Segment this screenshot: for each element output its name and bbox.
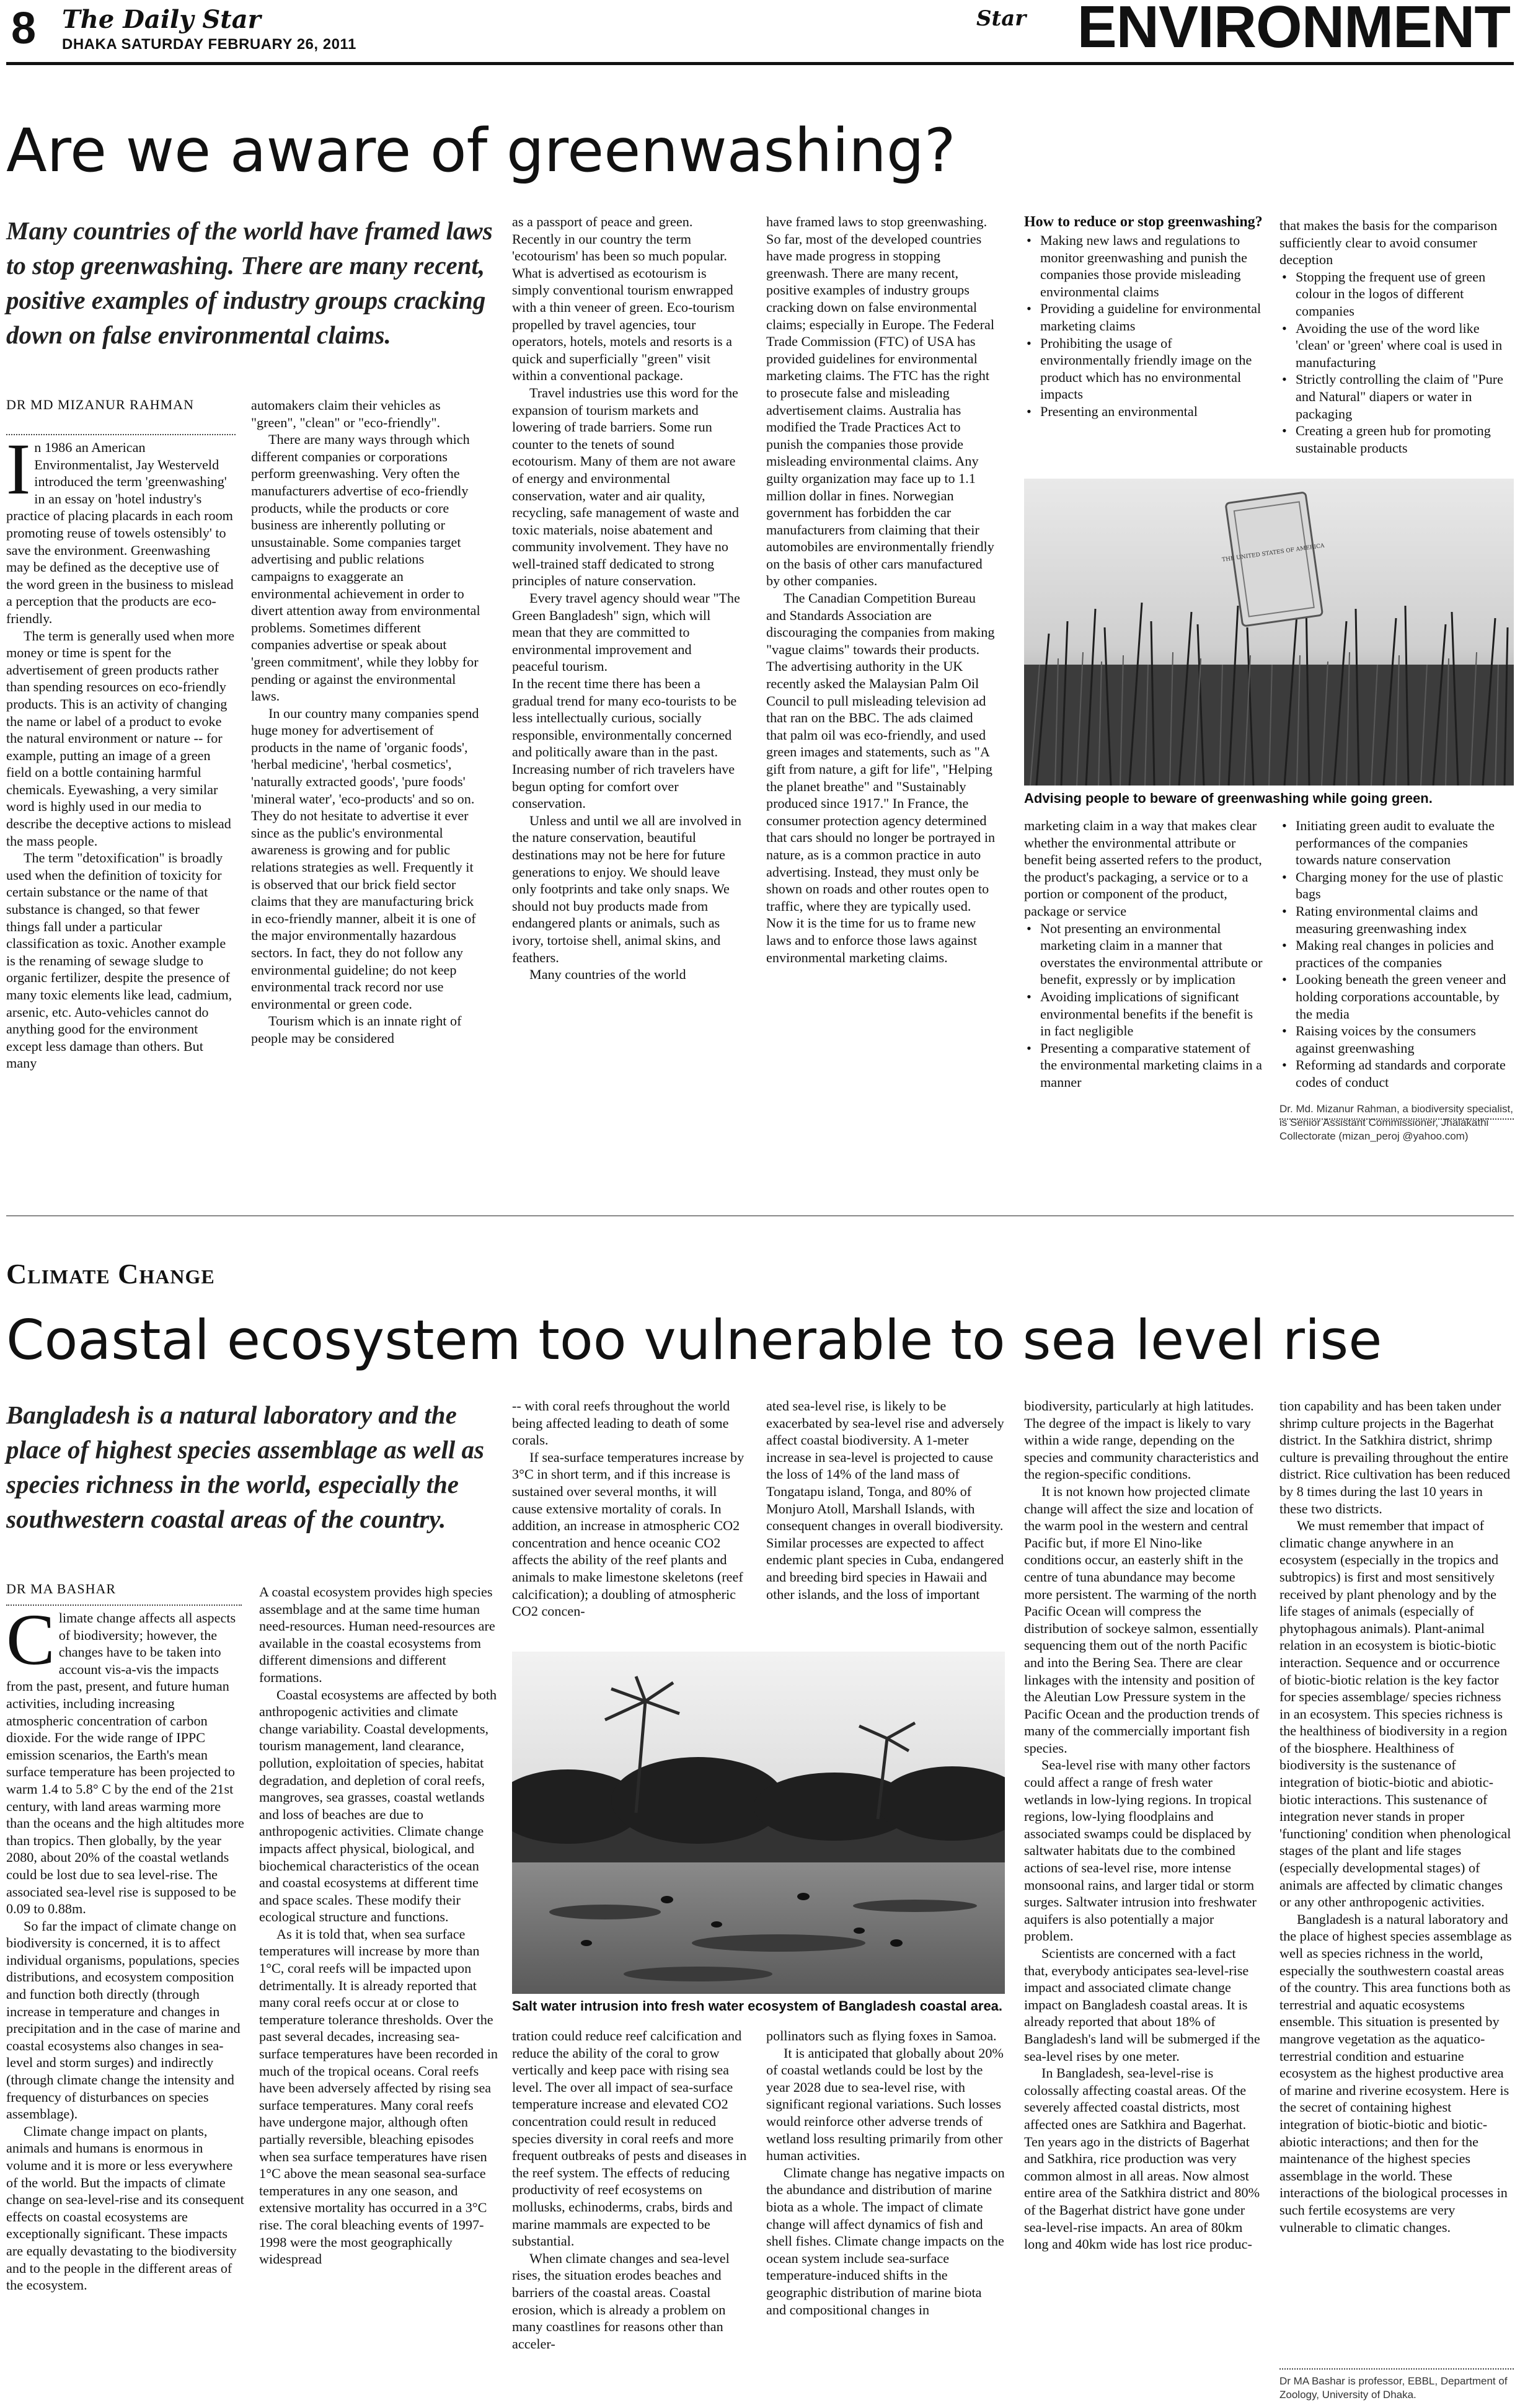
- greenwash-box-c: marketing claim in a way that makes clear whether the environmental attribute or benefit being asserted refers to the product, the product's packaging, a service or to a portion or component of the product, package or service • Not presenting an environmental marketing claim in a manner that overstates the environmental attribute or benefit, expressly or by implication • Avoiding implications of significant environmental benefits if the benefit is in fact negligible • Presenting a comparative statement of the environmental marketing claims in a manner: [1024, 817, 1263, 1091]
- article2-col6: tion capability and has been taken under shrimp culture projects in the Bagerhat district. In the Satkhira district, shrimp culture is prevailing throughout the entire district. Rice cultivation has been reduced by 8 times during the last 10 years in these two districts. We must remember that impact of climatic change anywhere in an ecosystem (especially in the tropics and subtropics) is first and most sensitively received by plant phenology and by the life stages of animals (especially of phytophagous animals). Plant-animal relation in an ecosystem is biotic-biotic interaction. Sequence and or occurrence of biotic-biotic relation is the key factor for species assemblage/ species richness in an ecosystem. This species richness is the healthiness of biodiversity in a region of the biosphere. Healthiness of biodiversity is the sustenance of integration of biotic-biotic and abiotic-biotic interactions. This sustenance of integration never stands in proper 'functioning' condition when phenological stages of the plant and life stages (especially developmental stages) of animals are affected by climatic changes or any other anthropogenic activities. Bangladesh is a natural laboratory and the place of highest species assemblage as well as species richness in the world, especially the southwestern coastal areas of the country. This area functions both as terrestrial and aquatic ecosystems ensemble. This situation is presented by mangrove vegetation as the aquatico-terrestrial condition and estuarine ecosystem as the highest productive area of marine and riverine ecosystem. Here is the secret of containing highest integration of biotic-biotic and biotic-abiotic interactions; and then for the maintenance of the highest species assemblage in the world. These interactions of the biological processes in such fertile ecosystems are very vulnerable to climatic changes.: [1279, 1398, 1512, 2235]
- page-number: 8: [11, 4, 37, 53]
- article2-col4: ated sea-level rise, is likely to be exacerbated by sea-level rise and adversely affect coastal biodiversity. A 1-meter increase in sea-level is projected to cause the loss of 14% of the land mass of Tongatapu island, Tonga, and 80% of Monjuro Atoll, Marshall Islands, with consequent changes in overall biodiversity. Similar processes are expected to affect endemic plant species in Cuba, endangered and breeding bird species in Hawaii and other islands, and the loss of important: [766, 1398, 1004, 1602]
- masthead-rule: [6, 62, 1514, 65]
- article1-author-bio: Dr. Md. Mizanur Rahman, a biodiversity specialist, is Senior Assistant Commissioner, Jhalakathi Collectorate (mizan_peroj @yahoo.com): [1279, 1102, 1513, 1142]
- article2-byline: DR MA BASHAR: [6, 1581, 117, 1596]
- article1-col3: as a passport of peace and green. Recently in our country the term 'ecotourism' has been so much popular. What is advertised as ecotourism is simply conventional tourism enwrapped with a thin veneer of green. Eco-tourism propelled by travel agencies, tour operators, hotels, motels and resorts is a quick and superficially "green" visit within a conventional package. Travel industries use this word for the expansion of tourism markets and lowering of trade barriers. Some run counter to the tenets of sound ecotourism. Many of them are not aware of energy and environmental conservation, water and air quality, recycling, safe management of waste and toxic materials, noise abatement and community involvement. They have no well-trained staff dedicated to strong principles of nature conservation. Every travel agency should wear "The Green Bangladesh" sign, which will mean that they are committed to environmental improvement and peaceful tourism. In the recent time there has been a gradual trend for many eco-tourists to be less intellectually curious, socially responsible, environmentally concerned and politically aware than in the past. Increasing number of rich travelers have begun opting for comfort over conservation. Unless and until we all are involved in the nature conservation, beautiful destinations may not be here for future generations to enjoy. We should leave only footprints and take only snaps. We should not buy products made from endangered plants or animals, such as ivory, tortoise shell, animal skins, and feathers. Many countries of the world: [512, 214, 741, 983]
- dropcap: I: [6, 428, 31, 510]
- greenwash-photo: [1024, 479, 1514, 786]
- bio-rule: [1279, 1118, 1514, 1120]
- article1-byline: DR MD MIZANUR RAHMAN: [6, 397, 194, 412]
- article2-author-bio: Dr MA Bashar is professor, EBBL, Department of Zoology, University of Dhaka.: [1279, 2375, 1508, 2401]
- article2-standfirst: Bangladesh is a natural laboratory and the place of highest species assemblage as well as species richness in the world, especially the southwestern coastal areas of the country.: [6, 1401, 484, 1533]
- coastal-wetland-image: [512, 1652, 1005, 1994]
- article1-col4: have framed laws to stop greenwashing. So far, most of the developed countries have made progress in stopping greenwash. There are many recent, positive examples of industry groups cracking down on false environmental claims; especially in Europe. The Federal Trade Commission (FTC) of USA has provided guidelines for environmental marketing claims. The FTC has the right to prosecute false and misleading advertisement claims. Australia has modified the Trade Practices Act to punish the companies those provide misleading environmental claims. Any guilty organization may face up to 1.1 million dollar in fines. Norwegian government has forbidden the car manufacturers from claiming that their automobiles are environmentally friendly on the basis of other cars manufactured by other companies. The Canadian Competition Bureau and Standards Association are discouraging the companies from making "vague claims" towards their products. The advertising authority in the UK recently asked the Malaysian Palm Oil Council to pull misleading television ad that ran on the BBC. The ads claimed that palm oil was eco-friendly, and used green images and statements, such as "A gift from nature, a gift for life", "Helping the planet breathe" and "Sustainably produced since 1917." In France, the consumer protection agency determined that cars should no longer be portrayed in nature, as is a common practice in auto advertising. Instead, they must only be shown on roads and other routes open to traffic, where they are typically used. Now it is the time for us to frame new laws and to enforce those laws against environmental marketing claims.: [766, 214, 996, 965]
- grass-banknote-image: [1024, 479, 1514, 786]
- article2-headline: Coastal ecosystem too vulnerable to sea level rise: [6, 1308, 1382, 1372]
- paper-name: The Daily Star: [62, 5, 261, 34]
- article1-col1: In 1986 an American Environmentalist, Jay Westerveld introduced the term 'greenwashing' in an essay on 'hotel industry's practice of placing placards in each room promoting reuse of towels ostensibly' to save the environment. Greenwashing may be defined as the deceptive use of the word green in the business to mislead a perception that the products are eco-friendly. The term is generally used when more money or time is spent for the advertisement of green products rather than spending resources on eco-friendly products. This is an activity of changing the name or label of a product to evoke the natural environment or nature -- for example, putting an image of a green field on a bottle containing harmful chemicals. Eyewashing, a very similar word is highly used in our media to describe the deceptive actions to mislead the mass people. The term "detoxification" is broadly used when the definition of toxicity for certain substance or the name of that substance is changed, so that fewer things fall under a particular classification as toxic. Another example is the renaming of sewage sludge to organic fertilizer, despite the presence of many toxic elements like lead, cadmium, arsenic, etc. Auto-vehicles cannot do anything good for the environment except less damage than others. But many: [6, 428, 235, 1071]
- article1-headline: Are we aware of greenwashing?: [6, 116, 956, 185]
- article1-standfirst: Many countries of the world have framed laws to stop greenwashing. There are many recent, positive examples of industry groups cracking down on false environmental claims.: [6, 216, 493, 349]
- coastal-photo-caption: Salt water intrusion into fresh water ecosystem of Bangladesh coastal area.: [512, 1998, 1003, 2014]
- article2-col3: -- with coral reefs throughout the world being affected leading to death of some corals. If sea-surface temperatures increase by 3°C in short term, and if this increase is sustained over several months, it will cause extensive mortality of corals. In addition, an increase in atmospheric CO2 concentration and hence oceanic CO2 affects the ability of the reef plants and animals to make limestone skeletons (reef calcification); a doubling of atmospheric CO2 concen-: [512, 1398, 745, 1619]
- dateline: DHAKA SATURDAY FEBRUARY 26, 2011: [62, 36, 356, 53]
- article2-kicker: Climate Change: [6, 1258, 215, 1290]
- bio-rule-2: [1279, 2368, 1514, 2370]
- coastal-photo: [512, 1652, 1005, 1994]
- masthead: [6, 0, 1514, 62]
- article-divider: [6, 1215, 1514, 1216]
- dropcap-2: C: [6, 1599, 55, 1680]
- greenwash-box-b: that makes the basis for the comparison sufficiently clear to avoid consumer deception • Stopping the frequent use of green colour in the logos of different companies • Avoiding the use of the word like 'clean' or 'green' where coal is used in manufacturing • Strictly controlling the claim of "Pure and Natural" diapers or water in packaging • Creating a green hub for promoting sustainable products: [1279, 217, 1514, 456]
- greenwash-box-d: • Initiating green audit to evaluate the performances of the companies towards nature conservation • Charging money for the use of plastic bags • Rating environmental claims and measuring greenwashing index • Making real changes in policies and practices of the companies • Looking beneath the green veneer and holding corporations accountable, by the media • Raising voices by the consumers against greenwashing • Reforming ad standards and corporate codes of conduct Dr. Md. Mizanur Rahman, a biodiversity specialist, is Senior Assistant Commissioner, Jhalakathi Collectorate (mizan_peroj @yahoo.com): [1279, 817, 1514, 1143]
- greenwash-photo-caption: Advising people to beware of greenwashing while going green.: [1024, 790, 1433, 806]
- article2-col3b: tration could reduce reef calcification and reduce the ability of the coral to grow vertically and keep pace with rising sea level. The over all impact of sea-surface temperature increase and elevated CO2 concentration could result in reduced species diversity in coral reefs and more frequent outbreaks of pests and diseases in the reef system. The effects of reducing productivity of reef ecosystems on mollusks, echinoderms, crabs, birds and marine mammals are expected to be substantial. When climate changes and sea-level rises, the situation erodes beaches and barriers of the coastal areas. Coastal erosion, which is already a problem on many coastlines for reasons other than acceler-: [512, 2028, 747, 2352]
- box-title: How to reduce or stop greenwashing?: [1024, 214, 1263, 230]
- star-logo: Star: [976, 6, 1027, 31]
- article2-col5: biodiversity, particularly at high latitudes. The degree of the impact is likely to vary within a wide range, depending on the species and community characteristics and the region-specific conditions. It is not known how projected climate change will affect the size and location of the warm pool in the western and central Pacific but, if more El Nino-like conditions occur, an easterly shift in the centre of tuna abundance may become more persistent. The warming of the north Pacific Ocean will compress the distribution of sockeye salmon, essentially sequencing them out of the north Pacific and into the Bering Sea. There are clear linkages with the intensity and position of the Aleutian Low Pressure system in the Pacific Ocean and the production trends of many of the commercially important fish species. Sea-level rise with many other factors could affect a range of fresh water wetlands in low-lying regions. In tropical regions, low-lying floodplains and associated swamps could be displaced by saltwater habitats due to the combined actions of sea-level rise, more intense monsoonal rains, and larger tidal or storm surges. Saltwater intrusion into freshwater aquifers is also potentially a major problem. Scientists are concerned with a fact that, everybody anticipates sea-level-rise impact and associated climate change impact on Bangladesh coastal areas. It is already reported that about 18% of Bangladesh's land will be submerged if the sea-level rises by one meter. In Bangladesh, sea-level-rise is colossally affecting coastal areas. Of the severely affected coastal districts, most affected ones are Satkhira and Bagerhat. Ten years ago in the districts of Bagerhat and Satkhira, rice production was very common almost in all areas. Now almost entire area of the Satkhira district and 80% of the Bagerhat district have gone under sea-level-rise impacts. An area of 80km long and 40km wide has lost rice produc-: [1024, 1398, 1260, 2252]
- greenwash-box-a: How to reduce or stop greenwashing? • Making new laws and regulations to monitor greenwashing and punish the companies those provide misleading environmental claims • Providing a guideline for environmental marketing claims • Prohibiting the usage of environmentally friendly image on the product which has no environmental impacts • Presenting an environmental: [1024, 213, 1263, 420]
- banknote-label: THE UNITED STATES OF AMERICA: [1221, 542, 1325, 564]
- article2-col4b: pollinators such as flying foxes in Samoa. It is anticipated that globally about 20% of coastal wetlands could be lost by the year 2028 due to sea-level rise, with significant regional variations. Such losses would reinforce other adverse trends of wetland loss resulting primarily from other human activities. Climate change has negative impacts on the abundance and distribution of marine biota as a whole. The impact of climate change will affect dynamics of fish and shell fishes. Climate change impacts on the ocean system include sea-surface temperature-induced shifts in the geographic distribution of marine biota and compositional changes in: [766, 2028, 1005, 2317]
- byline-rule: [6, 434, 236, 435]
- article1-col2: automakers claim their vehicles as "green", "clean" or "eco-friendly". There are many ways through which different companies or corporations perform greenwashing. Very often the manufacturers advertise of eco-friendly products, while the products or core business are inherently polluting or unsustainable. Some companies target advertising and public relations campaigns to exaggerate an environmental achievement in order to divert attention away from environmental problems. Sometimes different companies advertise or speak about 'green commitment', while they lobby for pending or against the environmental laws. In our country many companies spend huge money for advertisement of products in the name of 'organic foods', 'herbal medicine', 'herbal cosmetics', 'naturally extracted goods', 'pure foods' 'mineral water', 'eco-products' and so on. They do not hesitate to advertise it ever since as the public's environmental awareness is growing and for public relations strategies as well. Frequently it is observed that our brick field sector claims that they are manufacturing brick in eco-friendly manner, albeit it is one of the major environmentally hazardous sectors. In fact, they do not follow any environmental guideline; do not keep environmental track record nor use environmental or green code. Tourism which is an innate right of people may be considered: [251, 397, 480, 1046]
- article2-col2: A coastal ecosystem provides high species assemblage and at the same time human need-resources. Human need-resources are available in the coastal ecosystems from different dimensions and different formations. Coastal ecosystems are affected by both anthropogenic activities and climate change variability. Coastal developments, tourism management, land clearance, pollution, exploitation of species, habitat degradation, and depletion of coral reefs, mangroves, sea grasses, coastal wetlands and loss of beaches are due to anthropogenic activities. Climate change impacts affect physical, biological, and biochemical characteristics of the ocean and coastal ecosystems at different time and space scales. These modify their ecological structure and functions. As it is told that, when sea surface temperatures will increase by more than 1°C, coral reefs will be impacted upon detrimentally. It is already reported that many coral reefs occur at or close to temperature tolerance thresholds. Over the past several decades, increasing sea-surface temperatures have been recorded in much of the tropical oceans. Coral reefs have been adversely affected by rising sea surface temperatures. Many coral reefs have undergone major, although often partially reversible, bleaching episodes when sea surface temperatures have risen 1°C above the mean seasonal sea-surface temperatures in any one season, and extensive mortality has occurred in a 3°C rise. The coral bleaching events of 1997-1998 were the most geographically widespread: [259, 1584, 498, 2267]
- section-title: ENVIRONMENT: [1077, 0, 1510, 60]
- article2-col1: Climate change affects all aspects of biodiversity; however, the changes have to be taken into account vis-a-vis the impacts from the past, present, and future human activities, including increasing atmospheric concentration of carbon dioxide. For the wide range of IPPC emission scenarios, the Earth's mean surface temperature has been projected to warm 1.4 to 5.8° C by the end of the 21st century, with land areas warming more than the oceans and the high altitudes more than tropics. Then globally, by the year 2080, about 20% of the coastal wetlands could be lost due to sea level-rise. The associated sea-level rise is supposed to be 0.09 to 0.88m. So far the impact of climate change on biodiversity is concerned, it is to affect individual organisms, populations, species distributions, and ecosystem composition and function both directly (through increase in temperature and changes in precipitation and in the case of marine and coastal ecosystems also changes in sea-level and storm surges) and indirectly (through climate change the intensity and frequency of disturbances on species assemblage). Climate change impact on plants, animals and humans is enormous in volume and it is more or less everywhere of the world. But the impacts of climate change on sea-level-rise and its consequent effects on coastal ecosystems are exceptionally significant. These impacts are equally devastating to the biodiversity and to the people in the different areas of the ecosystem.: [6, 1599, 244, 2293]
